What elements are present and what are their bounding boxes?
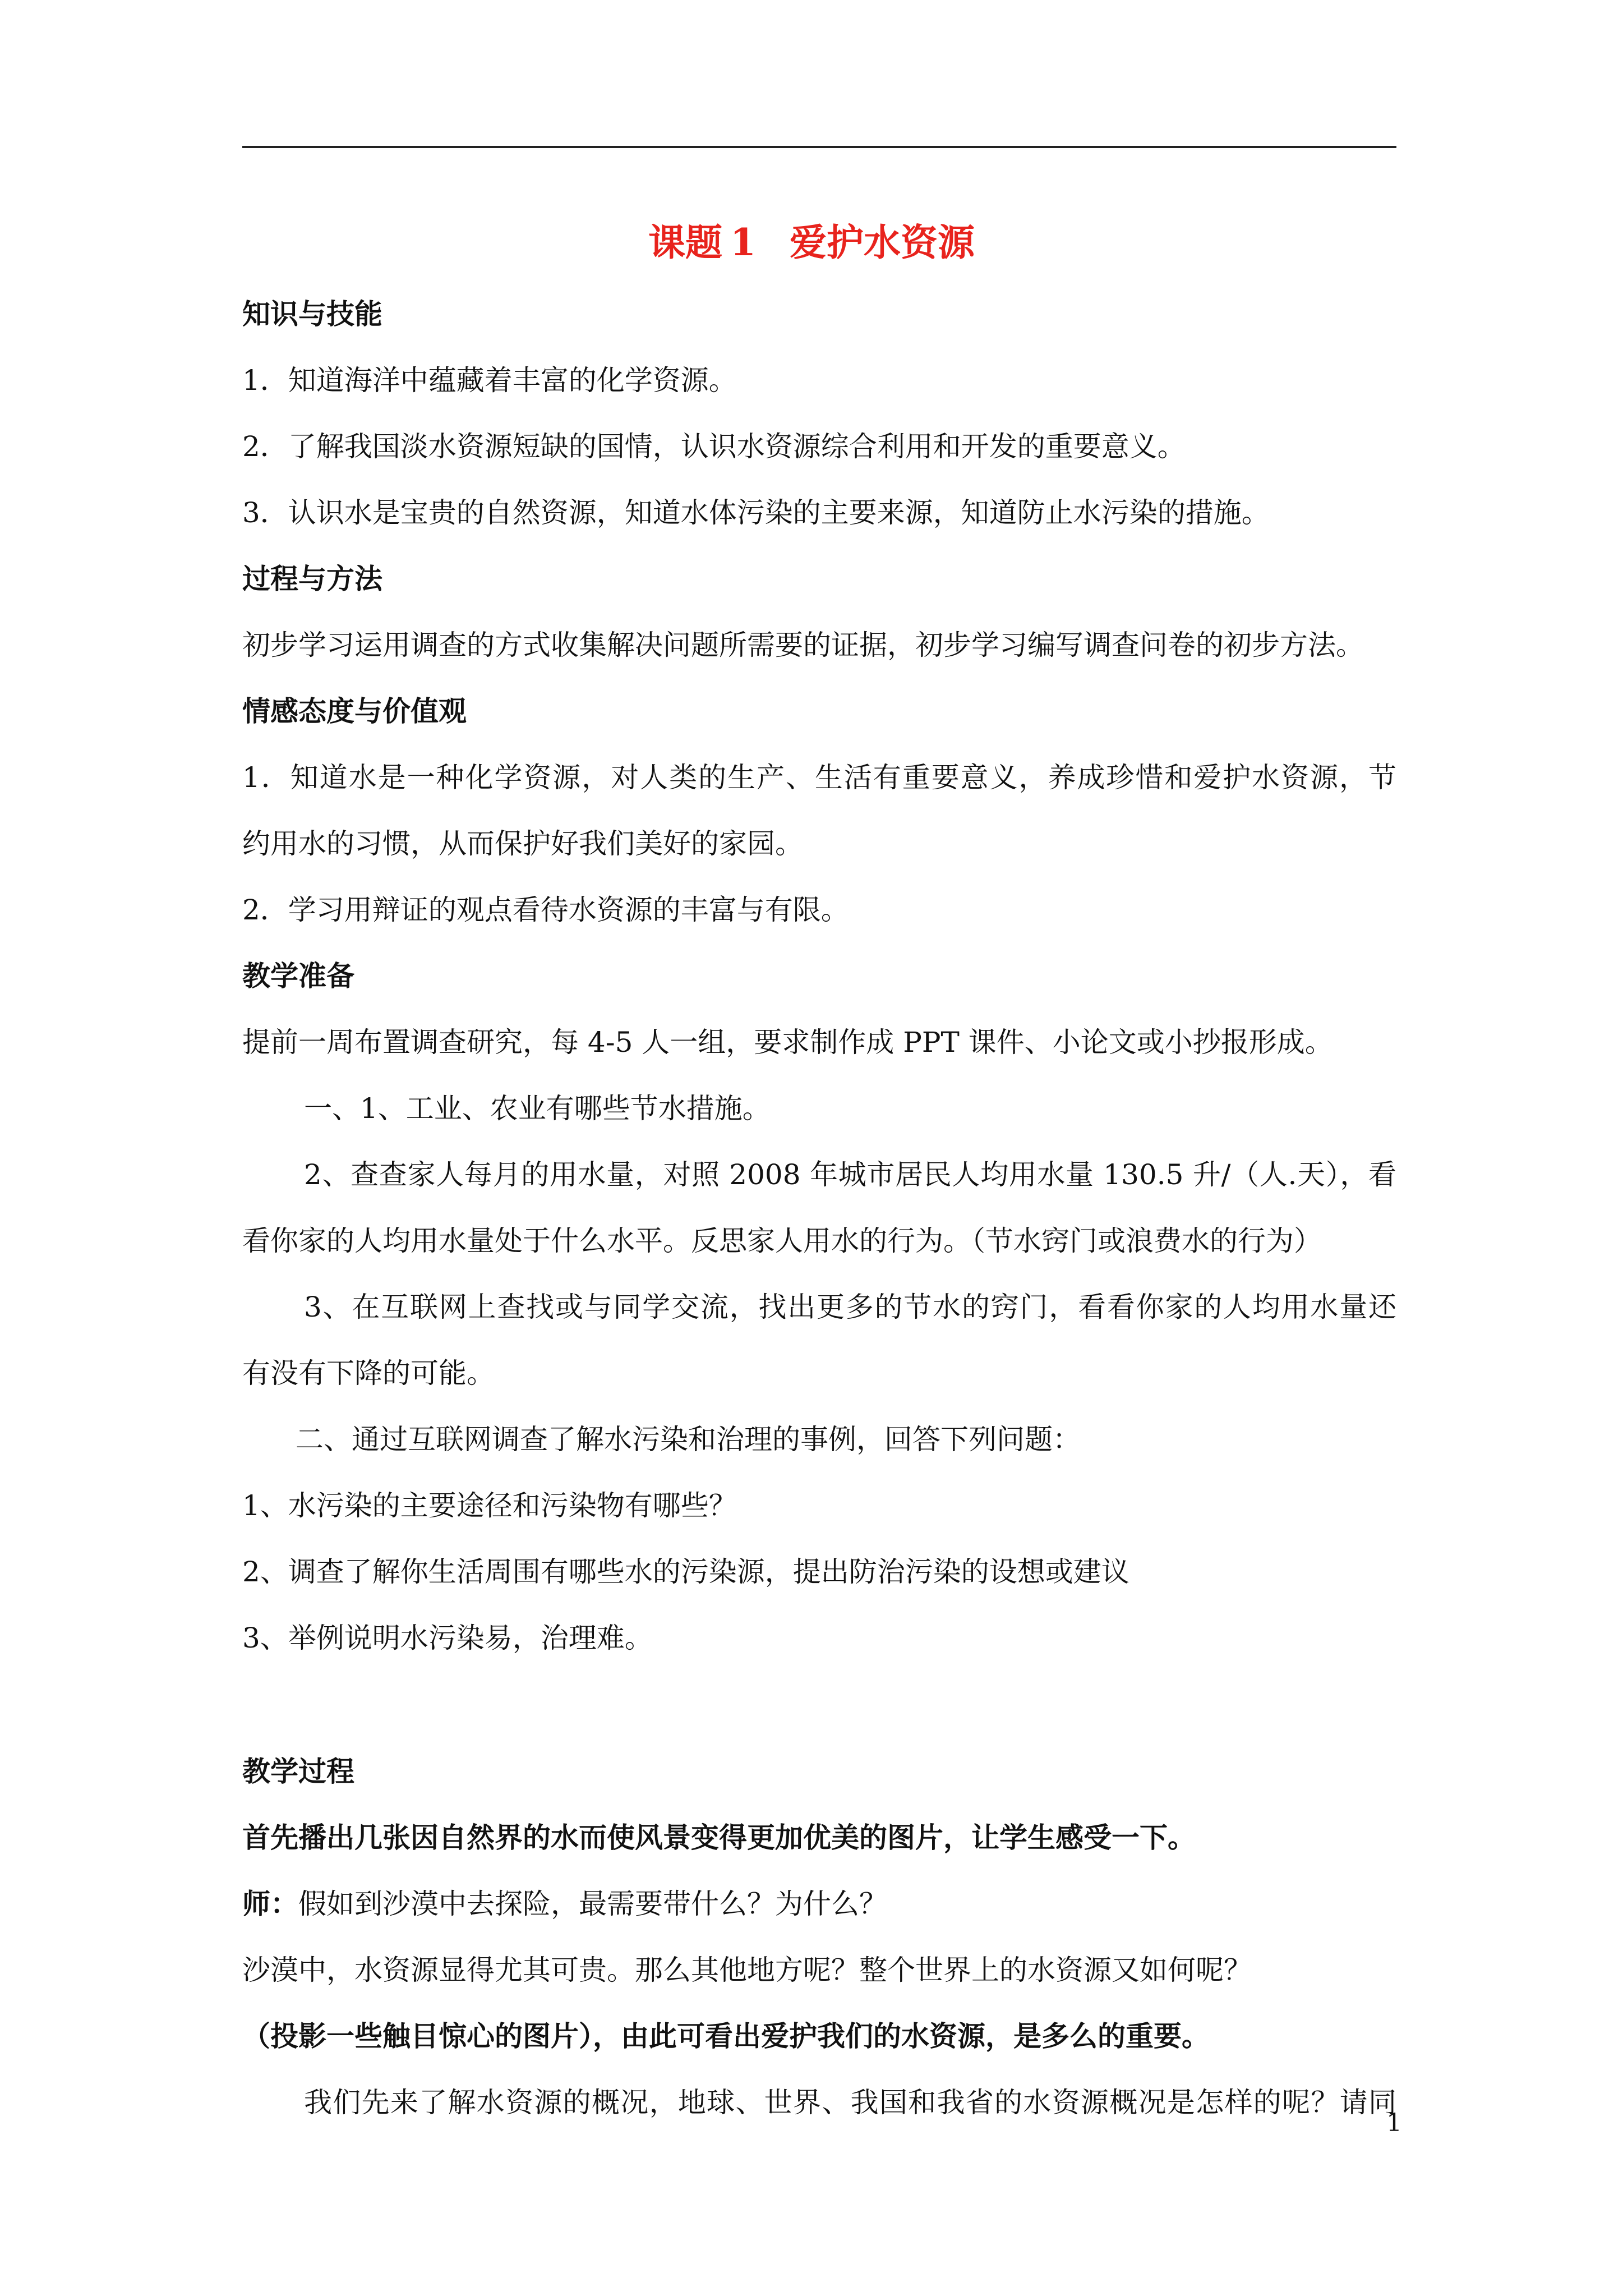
- title-prefix: 课题: [648, 220, 723, 264]
- page-title: [0, 209, 1623, 276]
- attitude-item-2: 2．学习用辩证的观点看待水资源的丰富与有限。: [242, 894, 849, 926]
- prep-intro: 提前一周布置调查研究，每 4-5 人一组，要求制作成 PPT 课件、小论文或小抄报形成。: [242, 1026, 1333, 1059]
- page-number: 1: [1386, 2109, 1402, 2137]
- last-line: 我们先来了解水资源的概况，地球、世界、我国和我省的水资源概况是怎样的呢？请同: [304, 2086, 1396, 2119]
- teaching-process-heading: 教学过程: [242, 1755, 354, 1788]
- title-number: 1: [730, 220, 756, 264]
- prep-part1-item-3-line-2: 有没有下降的可能。: [242, 1357, 495, 1389]
- attitude-item-1-line-1: 1．知道水是一种化学资源，对人类的生产、生活有重要意义，养成珍惜和爱护水资源，节: [242, 761, 1396, 794]
- prep-part2-item-1: 1、水污染的主要途径和污染物有哪些？: [242, 1489, 737, 1522]
- teacher-text: 假如到沙漠中去探险，最需要带什么？为什么？: [298, 1888, 887, 1920]
- process-text: 初步学习运用调查的方式收集解决问题所需要的证据，初步学习编写调查问卷的初步方法。: [242, 629, 1364, 661]
- prep-part1-item-3-line-1: 3、在互联网上查找或与同学交流，找出更多的节水的窍门，看看你家的人均用水量还: [304, 1291, 1396, 1323]
- prep-part2-intro: 二、通过互联网调查了解水污染和治理的事例，回答下列问题：: [296, 1423, 1081, 1456]
- desert-text: 沙漠中，水资源显得尤其可贵。那么其他地方呢？整个世界上的水资源又如何呢？: [242, 1954, 1252, 1986]
- prep-part1-item-2-line-2: 看你家的人均用水量处于什么水平。反思家人用水的行为。（节水窍门或浪费水的行为）: [242, 1225, 1322, 1257]
- prep-part2-item-3: 3、举例说明水污染易，治理难。: [242, 1622, 653, 1654]
- attitude-heading: 情感态度与价值观: [242, 694, 467, 728]
- knowledge-heading: 知识与技能: [242, 297, 382, 330]
- attitude-item-1-line-2: 约用水的习惯，从而保护好我们美好的家园。: [242, 827, 803, 860]
- knowledge-item-3: 3．认识水是宝贵的自然资源，知道水体污染的主要来源，知道防止水污染的措施。: [242, 496, 1270, 529]
- header-rule: [242, 146, 1396, 148]
- prep-part2-item-2: 2、调查了解你生活周围有哪些水的污染源，提出防治污染的设想或建议: [242, 1556, 1129, 1588]
- knowledge-item-1: 1．知道海洋中蕴藏着丰富的化学资源。: [242, 364, 737, 397]
- teaching-process-intro: 首先播出几张因自然界的水而使风景变得更加优美的图片，让学生感受一下。: [242, 1821, 1196, 1854]
- projection-text: （投影一些触目惊心的图片），由此可看出爱护我们的水资源，是多么的重要。: [242, 2019, 1210, 2053]
- prep-part1-item-2-line-1: 2、查查家人每月的用水量，对照 2008 年城市居民人均用水量 130.5 升/（人.天），看: [304, 1158, 1396, 1191]
- knowledge-item-2: 2．了解我国淡水资源短缺的国情，认识水资源综合利用和开发的重要意义。: [242, 430, 1186, 463]
- teacher-label: 师：: [242, 1887, 298, 1920]
- title-main: 爱护水资源: [789, 220, 975, 264]
- prep-part1-item-1: 一、1、工业、农业有哪些节水措施。: [304, 1092, 771, 1125]
- process-heading: 过程与方法: [242, 562, 382, 595]
- prep-heading: 教学准备: [242, 959, 354, 992]
- teacher-question: [242, 1881, 1396, 1926]
